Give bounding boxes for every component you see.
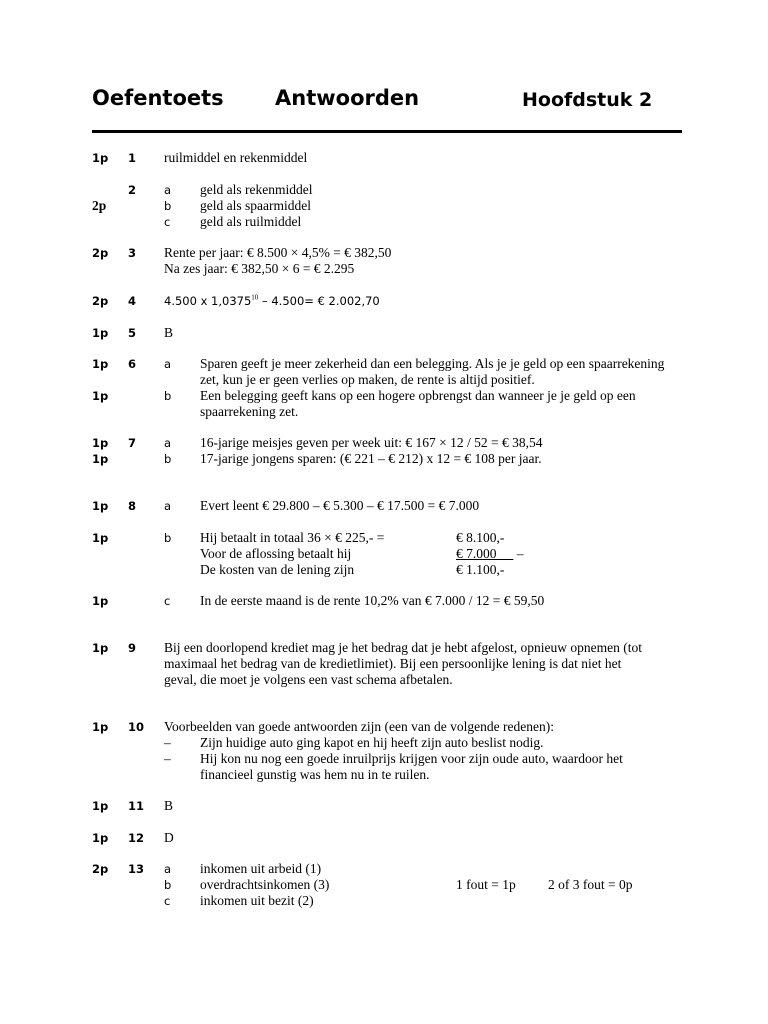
question-2-b [0,198,768,214]
question-13-a [0,861,768,877]
points: 1p [92,389,109,403]
question-8-a [0,498,768,514]
question-2-a [0,182,768,198]
sub-label: a [164,357,172,371]
question-number: 7 [128,436,137,450]
answer-text: 16-jarige meisjes geven per week uit: € 167 × 12 / 52 = € 38,54 [200,435,543,450]
question-number: 6 [128,357,137,371]
calc-value [456,546,524,562]
question-number: 5 [128,326,137,340]
sub-label: b [164,531,172,545]
answer-text: Bij een doorlopend krediet mag je het bedrag dat je hebt afgelost, opnieuw opnemen (tot [164,640,642,655]
answer-text: inkomen uit bezit (2) [200,893,314,908]
points: 2p [92,198,107,213]
question-10-item2-line2 [0,767,768,783]
question-9-line3 [0,672,768,688]
answer-text: inkomen uit arbeid (1) [200,861,322,876]
answer-text: Na zes jaar: € 382,50 × 6 = € 2.295 [164,261,355,276]
question-13-c [0,893,768,909]
formula-rest: – 4.500= € 2.002,70 [258,294,380,308]
question-9-line2 [0,656,768,672]
question-12 [0,830,768,846]
chapter-label: Hoofdstuk 2 [522,89,653,111]
question-9 [0,640,768,656]
question-number: 11 [128,799,145,813]
minus-operator: – [516,546,524,561]
question-4 [0,293,768,309]
question-2-c [0,214,768,230]
answer-text: financieel gunstig was hem nu in te ruilen. [200,767,430,782]
bullet-dash: – [164,735,171,750]
answer-text: B [164,325,174,340]
question-number: 4 [128,294,137,308]
sub-label: b [164,878,172,892]
question-11 [0,798,768,814]
question-8-b-row1 [0,530,768,546]
answer-text: 17-jarige jongens sparen: (€ 221 – € 212) x 12 = € 108 per jaar. [200,451,542,466]
bullet-dash: – [164,751,171,766]
answer-text: geld als spaarmiddel [200,198,311,213]
answer-text: Zijn huidige auto ging kapot en hij heeft zijn auto beslist nodig. [200,735,544,750]
sub-label: b [164,199,172,213]
sub-label: b [164,452,172,466]
sub-label: c [164,894,171,908]
question-number: 12 [128,831,145,845]
scoring-rule-1: 1 fout = 1p [456,877,516,892]
points: 1p [92,720,109,734]
answer-text: geld als rekenmiddel [200,182,313,197]
header-divider [92,130,682,133]
points: 1p [92,326,109,340]
formula-base: 4.500 x 1,0375 [164,294,252,308]
question-6-b [0,388,768,404]
question-13-b [0,877,768,893]
question-number: 13 [128,862,145,876]
points: 1p [92,499,109,513]
question-number: 2 [128,183,137,197]
answer-text: Sparen geeft je meer zekerheid dan een belegging. Als je je geld op een spaarrekening [200,356,665,371]
answer-text: Rente per jaar: € 8.500 × 4,5% = € 382,50 [164,245,392,260]
question-8-b-row3 [0,562,768,578]
sub-label: b [164,389,172,403]
points: 2p [92,246,109,260]
points: 1p [92,357,109,371]
question-number: 8 [128,499,137,513]
question-6-a [0,356,768,372]
sub-label: a [164,436,172,450]
sub-label: c [164,594,171,608]
sub-label: a [164,499,172,513]
answer-text: In de eerste maand is de rente 10,2% van € 7.000 / 12 = € 59,50 [200,593,545,608]
calc-value: € 8.100,- [456,530,505,545]
points: 1p [92,531,109,545]
answer-text [164,293,380,309]
question-3-line2 [0,261,768,277]
answer-text: Voorbeelden van goede antwoorden zijn (een van de volgende redenen): [164,719,554,734]
question-3 [0,245,768,261]
page-header [92,86,682,116]
scoring-rule-2: 2 of 3 fout = 0p [548,877,633,892]
points: 1p [92,452,109,466]
answer-text: maximaal het bedrag van de kredietlimiet). Bij een persoonlijke lening is dat niet het [164,656,622,671]
calc-value-underlined: € 7.000 [456,546,497,561]
calc-label: Voor de aflossing betaalt hij [200,546,352,561]
points: 1p [92,799,109,813]
answer-text: D [164,830,174,845]
points: 1p [92,831,109,845]
sub-label: c [164,215,171,229]
points: 2p [92,294,109,308]
question-7-b [0,451,768,467]
answer-text: geval, die moet je volgens een vast schema afbetalen. [164,672,453,687]
question-8-c [0,593,768,609]
question-5 [0,325,768,341]
question-6-a-line2 [0,372,768,388]
points: 1p [92,641,109,655]
question-10-item1 [0,735,768,751]
question-number: 3 [128,246,137,260]
sub-label: a [164,183,172,197]
question-10 [0,719,768,735]
question-8-b-row2 [0,546,768,562]
answer-text: Hij kon nu nog een goede inruilprijs krijgen voor zijn oude auto, waardoor het [200,751,623,766]
question-10-item2 [0,751,768,767]
answer-text: ruilmiddel en rekenmiddel [164,150,308,165]
document-subtitle: Antwoorden [275,86,420,110]
points: 1p [92,151,109,165]
answer-text: geld als ruilmiddel [200,214,302,229]
answer-text: Een belegging geeft kans op een hogere opbrengst dan wanneer je je geld op een [200,388,636,403]
points: 1p [92,436,109,450]
question-7-a [0,435,768,451]
calc-label: Hij betaalt in totaal 36 × € 225,- = [200,530,385,545]
formula-exponent: 10 [251,293,259,302]
calc-label: De kosten van de lening zijn [200,562,355,577]
answer-text: spaarrekening zet. [200,404,299,419]
question-number: 1 [128,151,137,165]
answer-text: Evert leent € 29.800 – € 5.300 – € 17.500 = € 7.000 [200,498,480,513]
sub-label: a [164,862,172,876]
question-6-b-line2 [0,404,768,420]
answer-text: overdrachtsinkomen (3) [200,877,330,892]
question-number: 10 [128,720,145,734]
question-number: 9 [128,641,137,655]
answer-text: zet, kun je er geen verlies op maken, de rente is altijd positief. [200,372,535,387]
question-1 [0,150,768,166]
calc-value: € 1.100,- [456,562,505,577]
points: 1p [92,594,109,608]
points: 2p [92,862,109,876]
document-title: Oefentoets [92,86,224,110]
answer-text: B [164,798,174,813]
